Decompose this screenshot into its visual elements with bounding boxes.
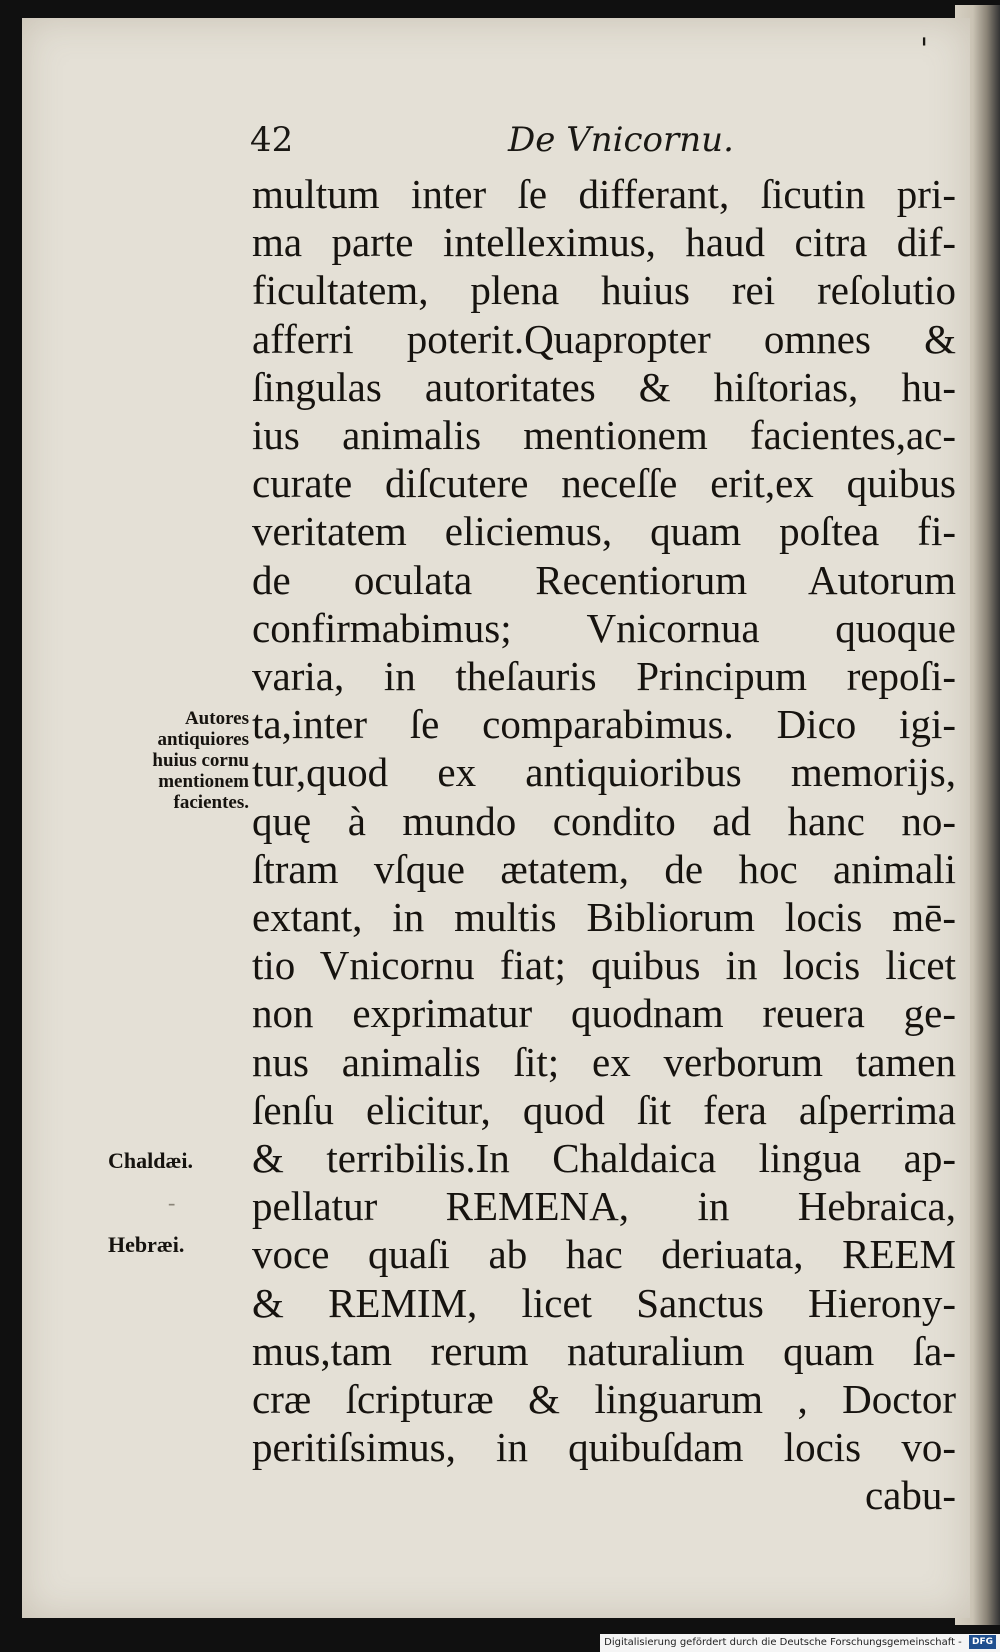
- text-line: non exprimatur quodnam reuera ge-: [252, 990, 956, 1037]
- text-line: afferri poterit.Quapropter omnes &: [252, 315, 956, 362]
- text-line: peritiſsimus, in quibuſdam locis vo-: [252, 1424, 956, 1471]
- text-line: cræ ſcripturæ & linguarum , Doctor: [252, 1376, 956, 1423]
- text-line: curate diſcutere neceſſe erit,ex quibus: [252, 460, 956, 507]
- text-line: ma parte intelleximus, haud citra dif-: [252, 219, 956, 266]
- text-line: ſenſu elicitur, quod ſit fera aſperrima: [252, 1086, 956, 1133]
- credit-text: Digitalisierung gefördert durch die Deutsche Forschungsgemeinschaft -: [604, 1637, 962, 1648]
- text-line: tio Vnicornu fiat; quibus in locis licet: [252, 942, 956, 989]
- text-line: pellatur REMENA, in Hebraica,: [252, 1183, 956, 1230]
- text-line: extant, in multis Bibliorum locis mē-: [252, 894, 956, 941]
- marginal-line: huius cornu: [152, 750, 249, 771]
- text-line: nus animalis ſit; ex verborum tamen: [252, 1038, 956, 1085]
- running-head: De Vnicornu.: [508, 120, 734, 160]
- text-line: varia, in theſauris Principum repoſi-: [252, 653, 956, 700]
- text-line: & terribilis.In Chaldaica lingua ap-: [252, 1135, 956, 1182]
- digitization-credit-bar: [600, 1634, 1000, 1652]
- marginal-note-chaldaei: Chaldæi.: [108, 1148, 193, 1173]
- text-line: ta,inter ſe comparabimus. Dico igi-: [252, 701, 956, 748]
- corner-mark: ': [920, 32, 929, 67]
- catchword: cabu-: [864, 1472, 956, 1519]
- marginal-dash: -: [168, 1190, 176, 1215]
- text-line: confirmabimus; Vnicornua quoque: [252, 604, 956, 651]
- marginal-line: Autores: [184, 708, 249, 729]
- marginal-line: facientes.: [173, 792, 249, 813]
- marginal-note-hebraei: Hebræi.: [108, 1232, 185, 1257]
- text-line: multum inter ſe differant, ſicutin pri-: [252, 171, 956, 217]
- page-header: [230, 120, 950, 170]
- text-line: quę à mundo condito ad hanc no-: [252, 797, 956, 844]
- text-line: ius animalis mentionem facientes,ac-: [252, 412, 956, 459]
- text-line: ficultatem, plena huius rei reſolutio: [252, 267, 956, 314]
- page-number: 42: [250, 120, 294, 160]
- text-line: ſingulas autoritates & hiſtorias, hu-: [252, 363, 956, 410]
- marginal-line: mentionem: [158, 771, 249, 792]
- text-line: de oculata Recentiorum Autorum: [252, 556, 956, 603]
- text-line: tur,quod ex antiquioribus memorijs,: [252, 749, 956, 796]
- marginal-line: antiquiores: [157, 729, 249, 750]
- text-line: ſtram vſque ætatem, de hoc animali: [252, 845, 956, 892]
- marginal-note-autores: [104, 708, 249, 813]
- dfg-logo: DFG: [969, 1635, 996, 1649]
- text-line: & REMIM, licet Sanctus Hierony-: [252, 1279, 956, 1326]
- text-line: mus,tam rerum naturalium quam ſa-: [252, 1327, 956, 1374]
- text-line: voce quaſi ab hac deriuata, REEM: [252, 1231, 956, 1278]
- text-line: veritatem eliciemus, quam poſtea fi-: [252, 508, 956, 555]
- body-text: [252, 170, 956, 1520]
